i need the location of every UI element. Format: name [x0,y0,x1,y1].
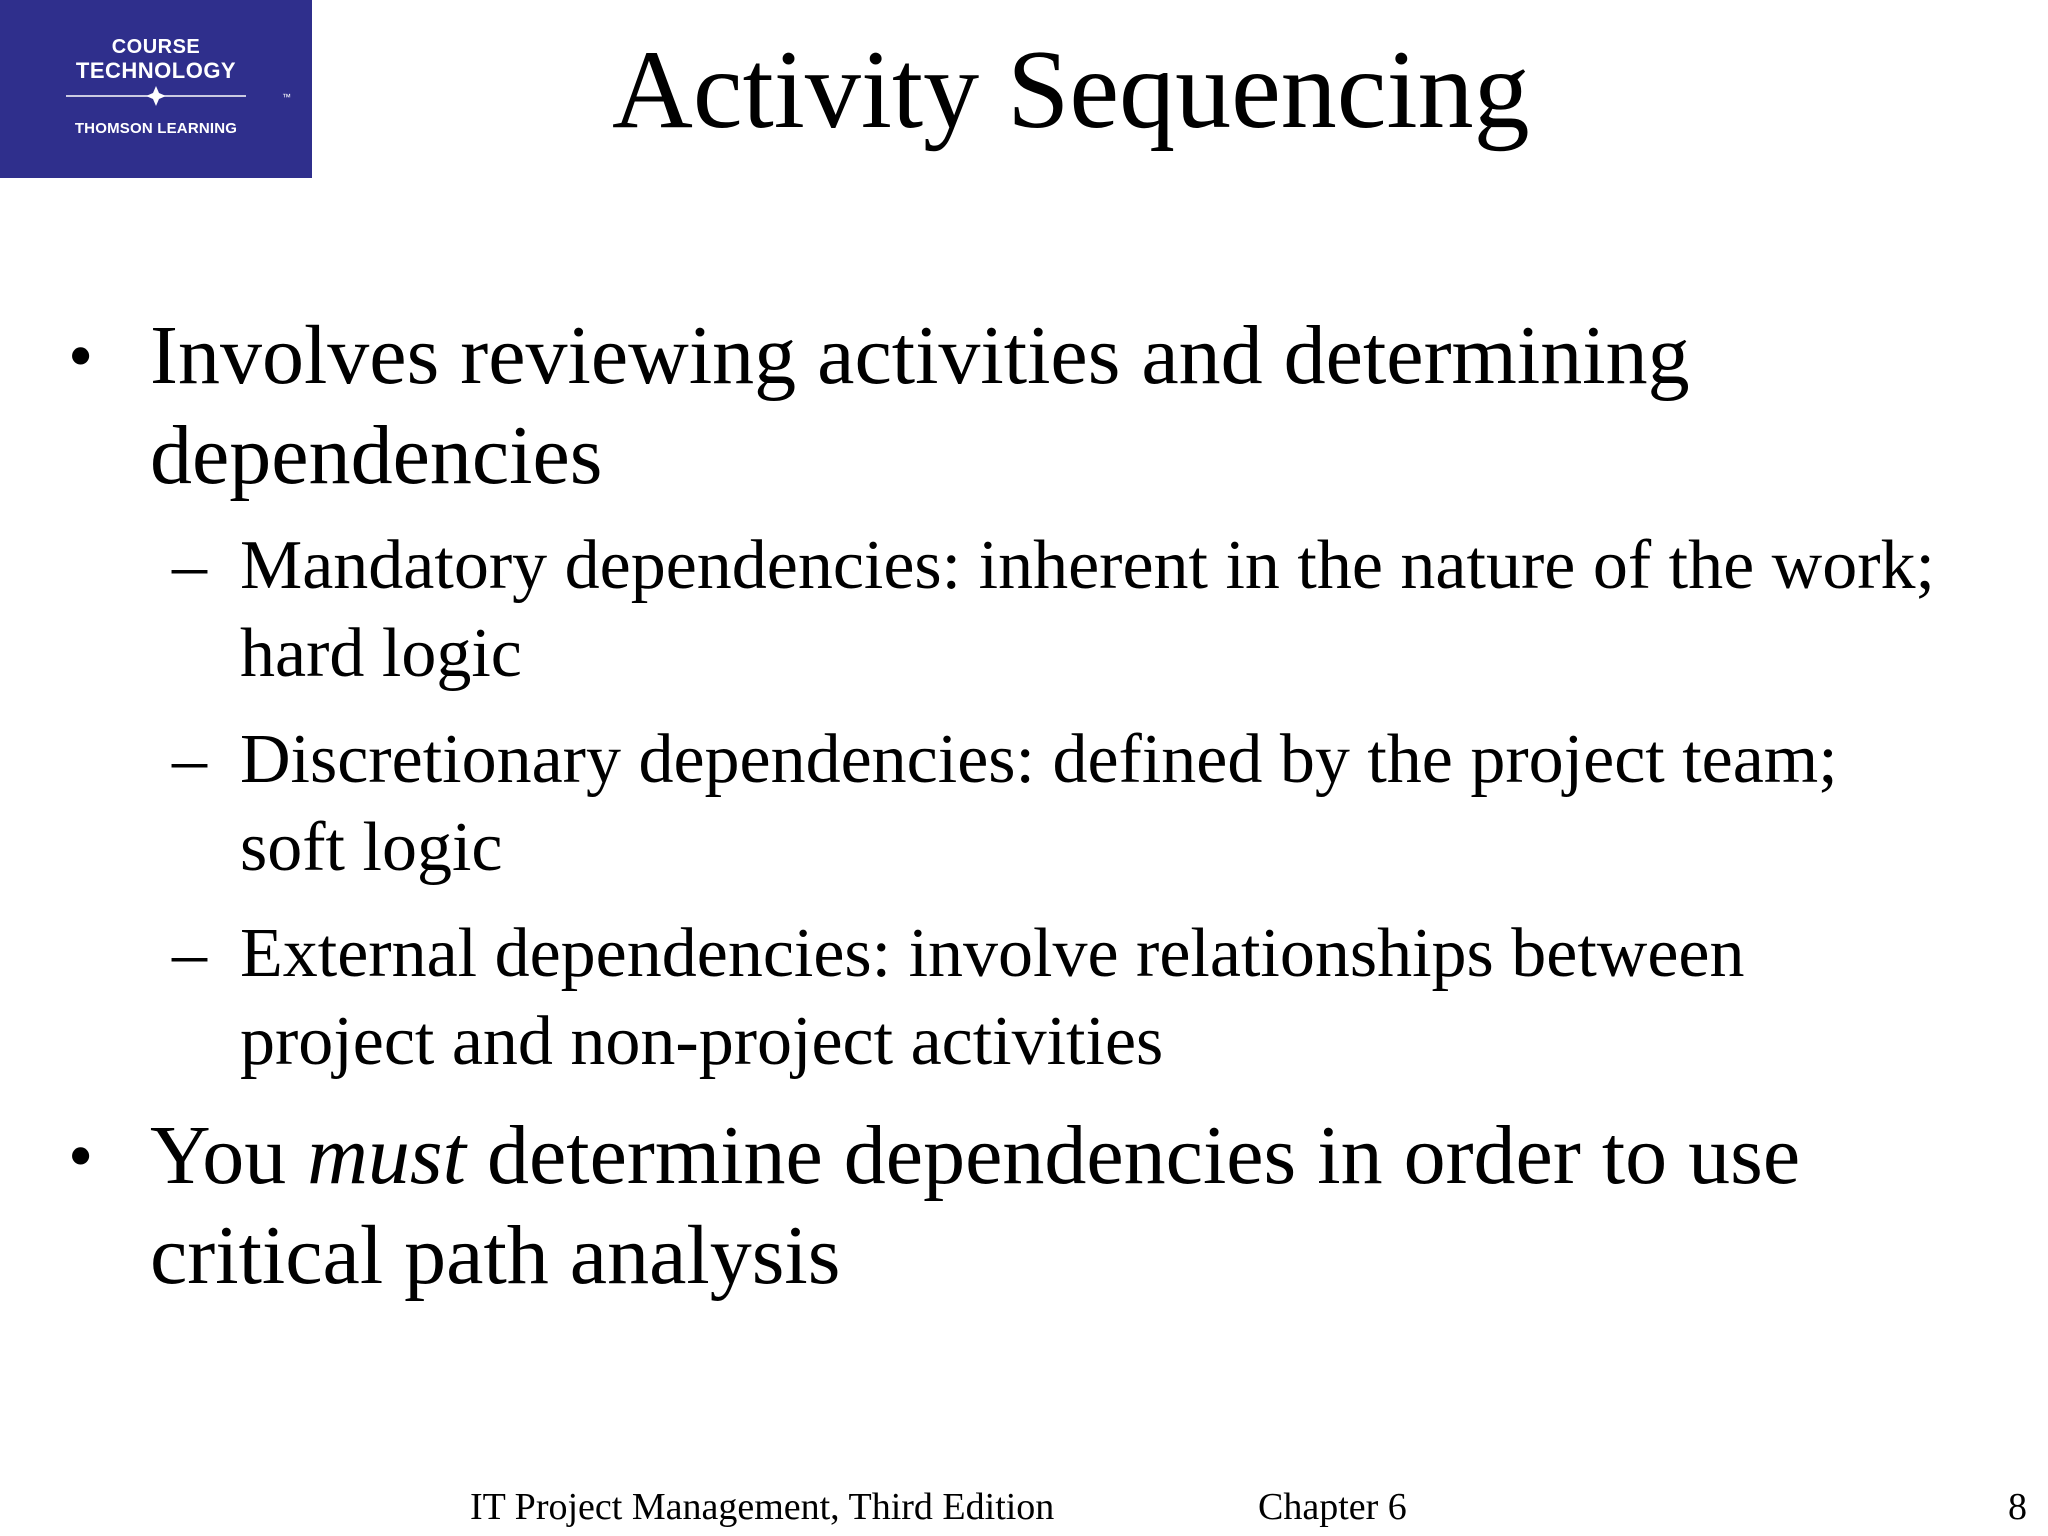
bullet-item-1 [68,306,1930,506]
footer-book-title: IT Project Management, Third Edition [470,1486,1055,1528]
bullet-text-before: You [150,1109,308,1202]
sub-item-3 [172,910,1940,1086]
bullet-text: Involves reviewing activities and determining dependencies [150,309,1690,502]
footer-chapter: Chapter 6 [1258,1486,1407,1528]
logo-line-thomson-learning: THOMSON LEARNING [74,120,238,137]
bullet-marker: • [68,316,94,396]
sub-item-text: Discretionary dependencies: defined by the project team; soft logic [240,721,1838,886]
bullet-text-after: determine dependencies in order to use critical path analysis [150,1109,1801,1302]
slide-title: Activity Sequencing [612,28,1530,152]
sub-item-text: Mandatory dependencies: inherent in the nature of the work; hard logic [240,527,1935,692]
logo-line-technology: TECHNOLOGY [75,58,237,83]
logo-star-icon [0,86,312,106]
bullet-text-emphasis: must [307,1109,466,1202]
dash-marker: – [172,527,207,604]
sub-item-1 [172,522,1940,698]
sub-item-text: External dependencies: involve relationships between project and non-project activities [240,915,1745,1080]
logo-line-course: COURSE [111,36,201,58]
footer-page-number: 8 [2008,1486,2027,1528]
dash-marker: – [172,915,207,992]
logo-trademark: ™ [282,92,291,102]
sub-item-2 [172,716,1940,892]
bullet-marker: • [68,1116,94,1196]
bullet-item-2 [68,1106,1930,1306]
course-technology-logo [0,0,312,178]
dash-marker: – [172,721,207,798]
